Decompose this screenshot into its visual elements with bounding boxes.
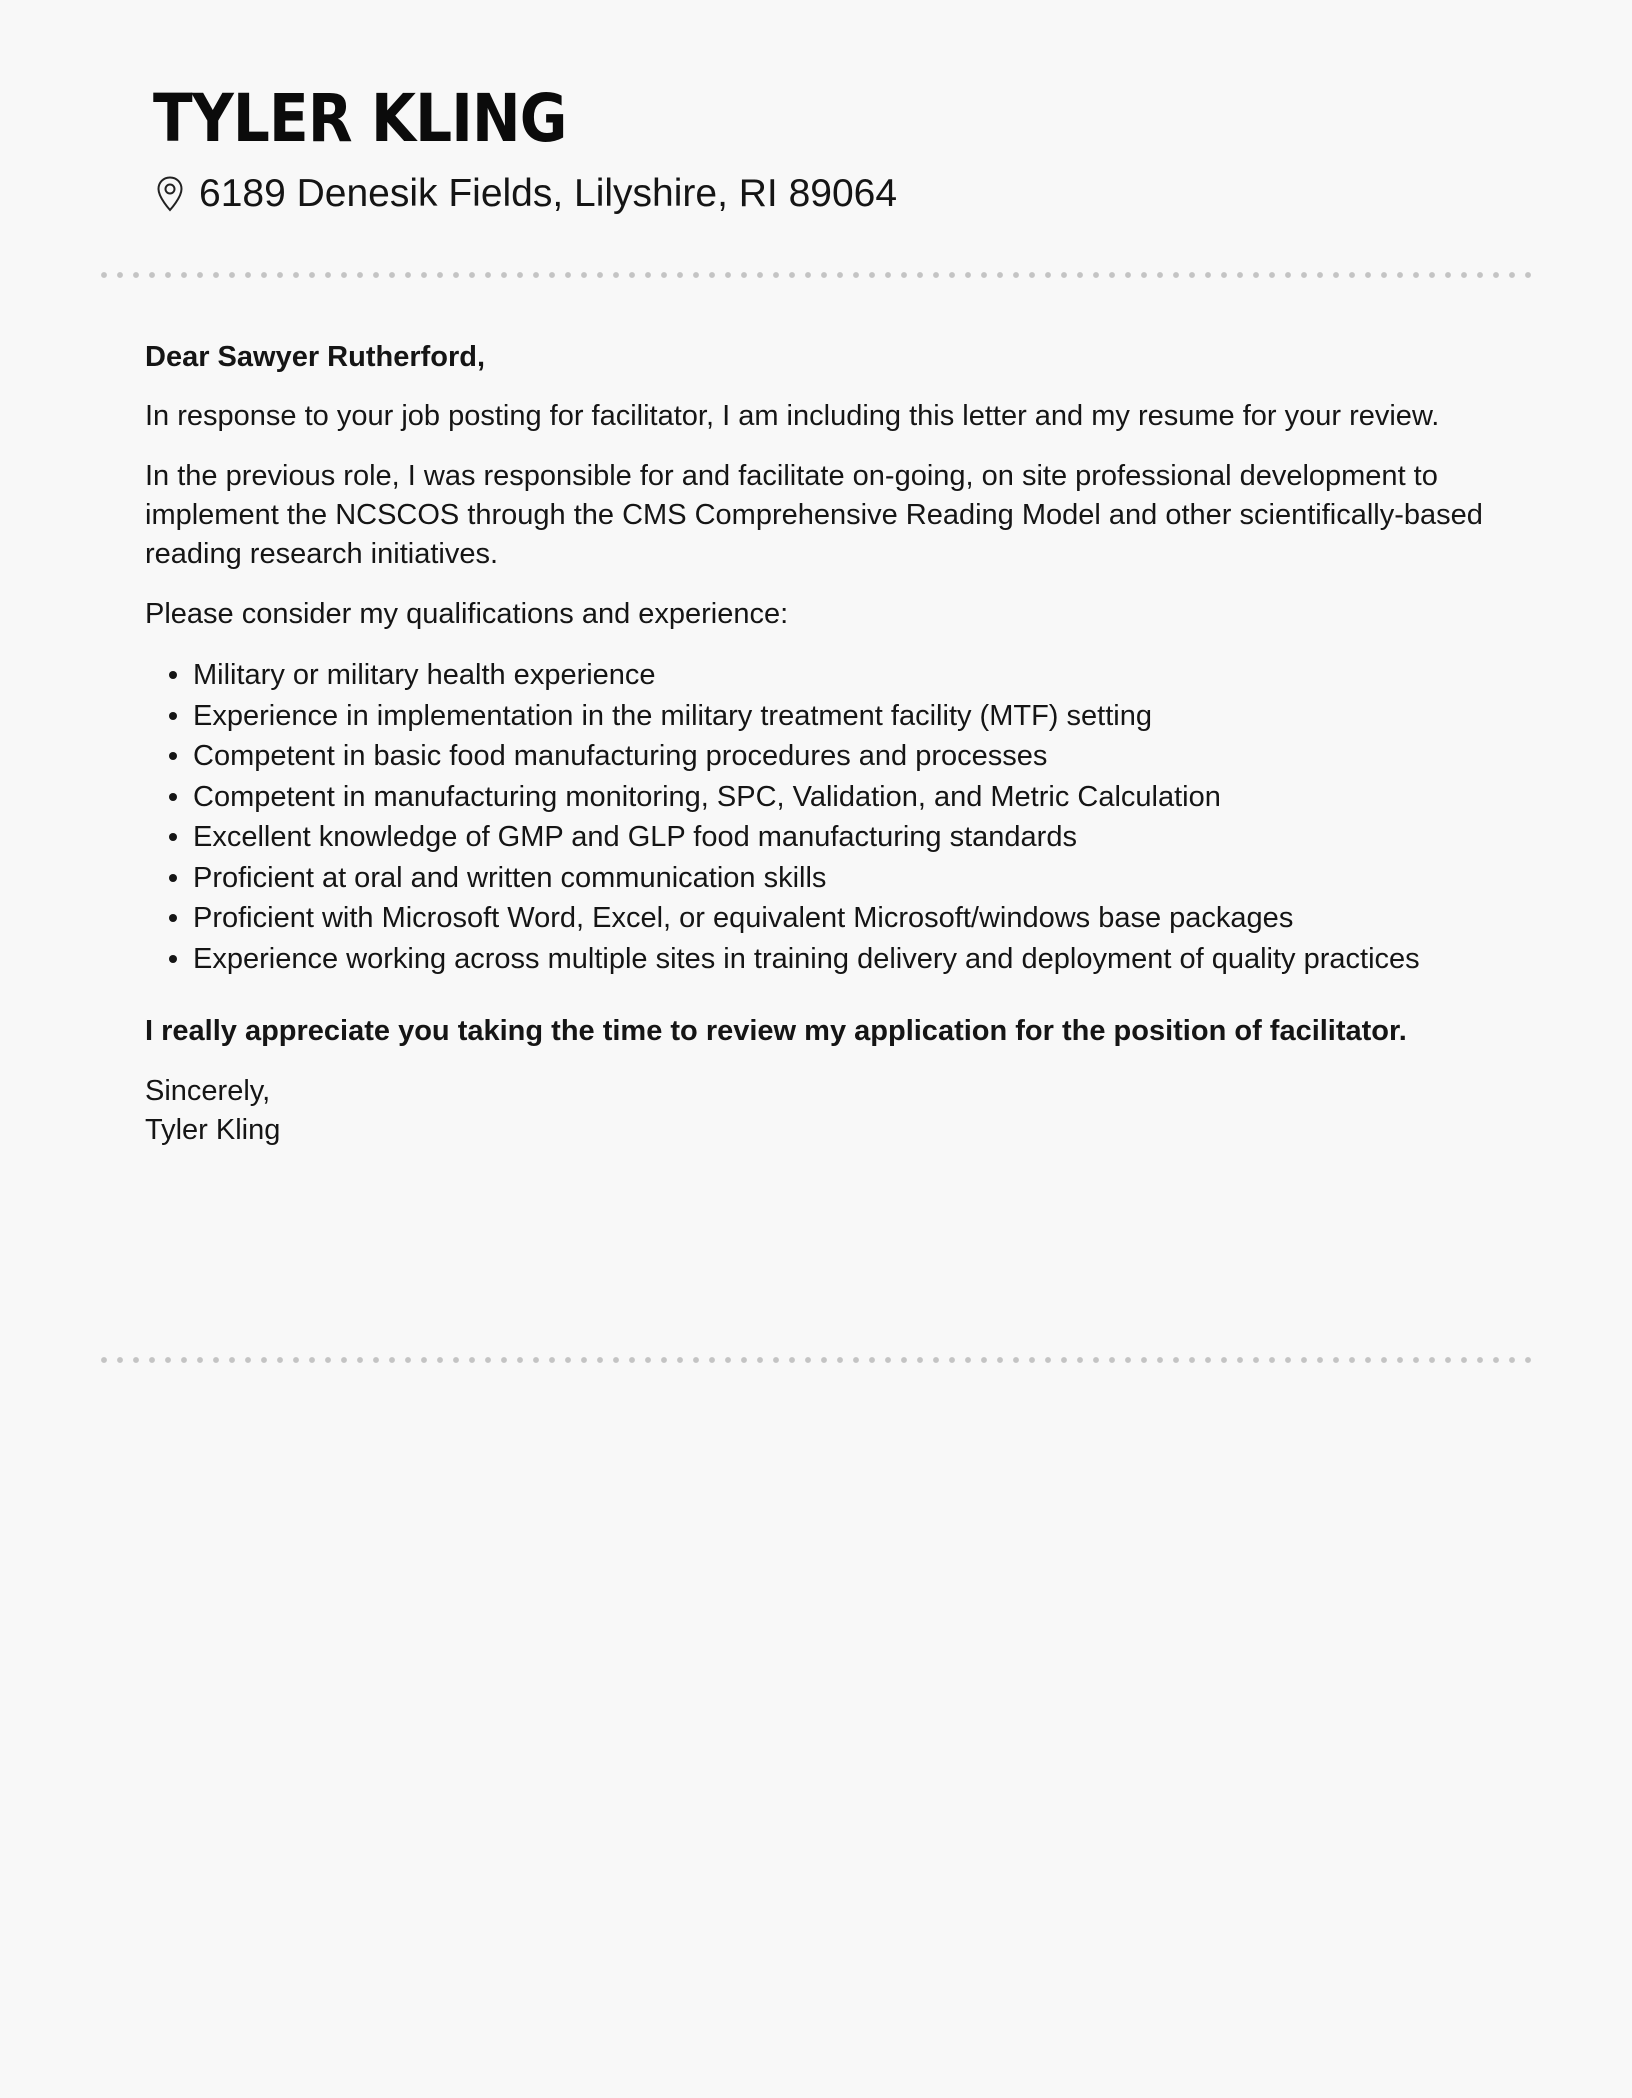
letter-header — [153, 78, 1453, 220]
intro-paragraph: In response to your job posting for facilitator, I am including this letter and my resume for your review. — [145, 400, 1440, 432]
bullet-icon — [169, 752, 177, 760]
list-item — [145, 655, 1495, 696]
list-item — [145, 898, 1495, 939]
bullet-icon — [169, 874, 177, 882]
letter-body — [145, 338, 1495, 1150]
closing-statement: I really appreciate you taking the time to review my application for the position of facilitator. — [145, 1015, 1407, 1047]
list-item — [145, 817, 1495, 858]
bottom-dotted-divider — [96, 1356, 1536, 1364]
list-item-text: Competent in manufacturing monitoring, SPC, Validation, and Metric Calculation — [193, 780, 1221, 813]
bullet-icon — [169, 793, 177, 801]
signoff — [145, 1072, 1495, 1150]
salutation: Dear Sawyer Rutherford, — [145, 341, 486, 373]
qualifications-list — [145, 655, 1495, 979]
bullet-icon — [169, 914, 177, 922]
qualifications-intro: Please consider my qualifications and experience: — [145, 598, 789, 630]
list-item-text: Proficient at oral and written communication skills — [193, 861, 827, 894]
list-item — [145, 777, 1495, 818]
list-item — [145, 736, 1495, 777]
list-item-text: Competent in basic food manufacturing procedures and processes — [193, 740, 1048, 772]
list-item-text: Experience in implementation in the military treatment facility (MTF) setting — [193, 699, 1152, 732]
list-item — [145, 939, 1495, 980]
list-item-text: Excellent knowledge of GMP and GLP food manufacturing standards — [193, 821, 1077, 853]
list-item-text: Experience working across multiple sites in training delivery and deployment of quality practices — [193, 942, 1420, 975]
signature-name: Tyler Kling — [145, 1114, 281, 1146]
list-item-text: Proficient with Microsoft Word, Excel, or equivalent Microsoft/windows base packages — [193, 902, 1294, 934]
signoff-text: Sincerely, — [145, 1075, 271, 1107]
location-pin-icon — [155, 175, 185, 213]
bullet-icon — [169, 833, 177, 841]
top-dotted-divider — [96, 271, 1536, 279]
address-row — [153, 168, 1453, 220]
bullet-icon — [169, 955, 177, 963]
applicant-address: 6189 Denesik Fields, Lilyshire, RI 89064 — [199, 172, 898, 215]
applicant-name: TYLER KLING — [153, 80, 567, 157]
experience-paragraph: In the previous role, I was responsible for and facilitate on-going, on site professional development to implement the NCSCOS through the CMS Comprehensive Reading Model and other scientifically-based reading research initiatives. — [145, 460, 1483, 570]
list-item-text: Military or military health experience — [193, 659, 656, 691]
list-item — [145, 858, 1495, 899]
list-item — [145, 696, 1495, 737]
bullet-icon — [169, 712, 177, 720]
bullet-icon — [169, 671, 177, 679]
